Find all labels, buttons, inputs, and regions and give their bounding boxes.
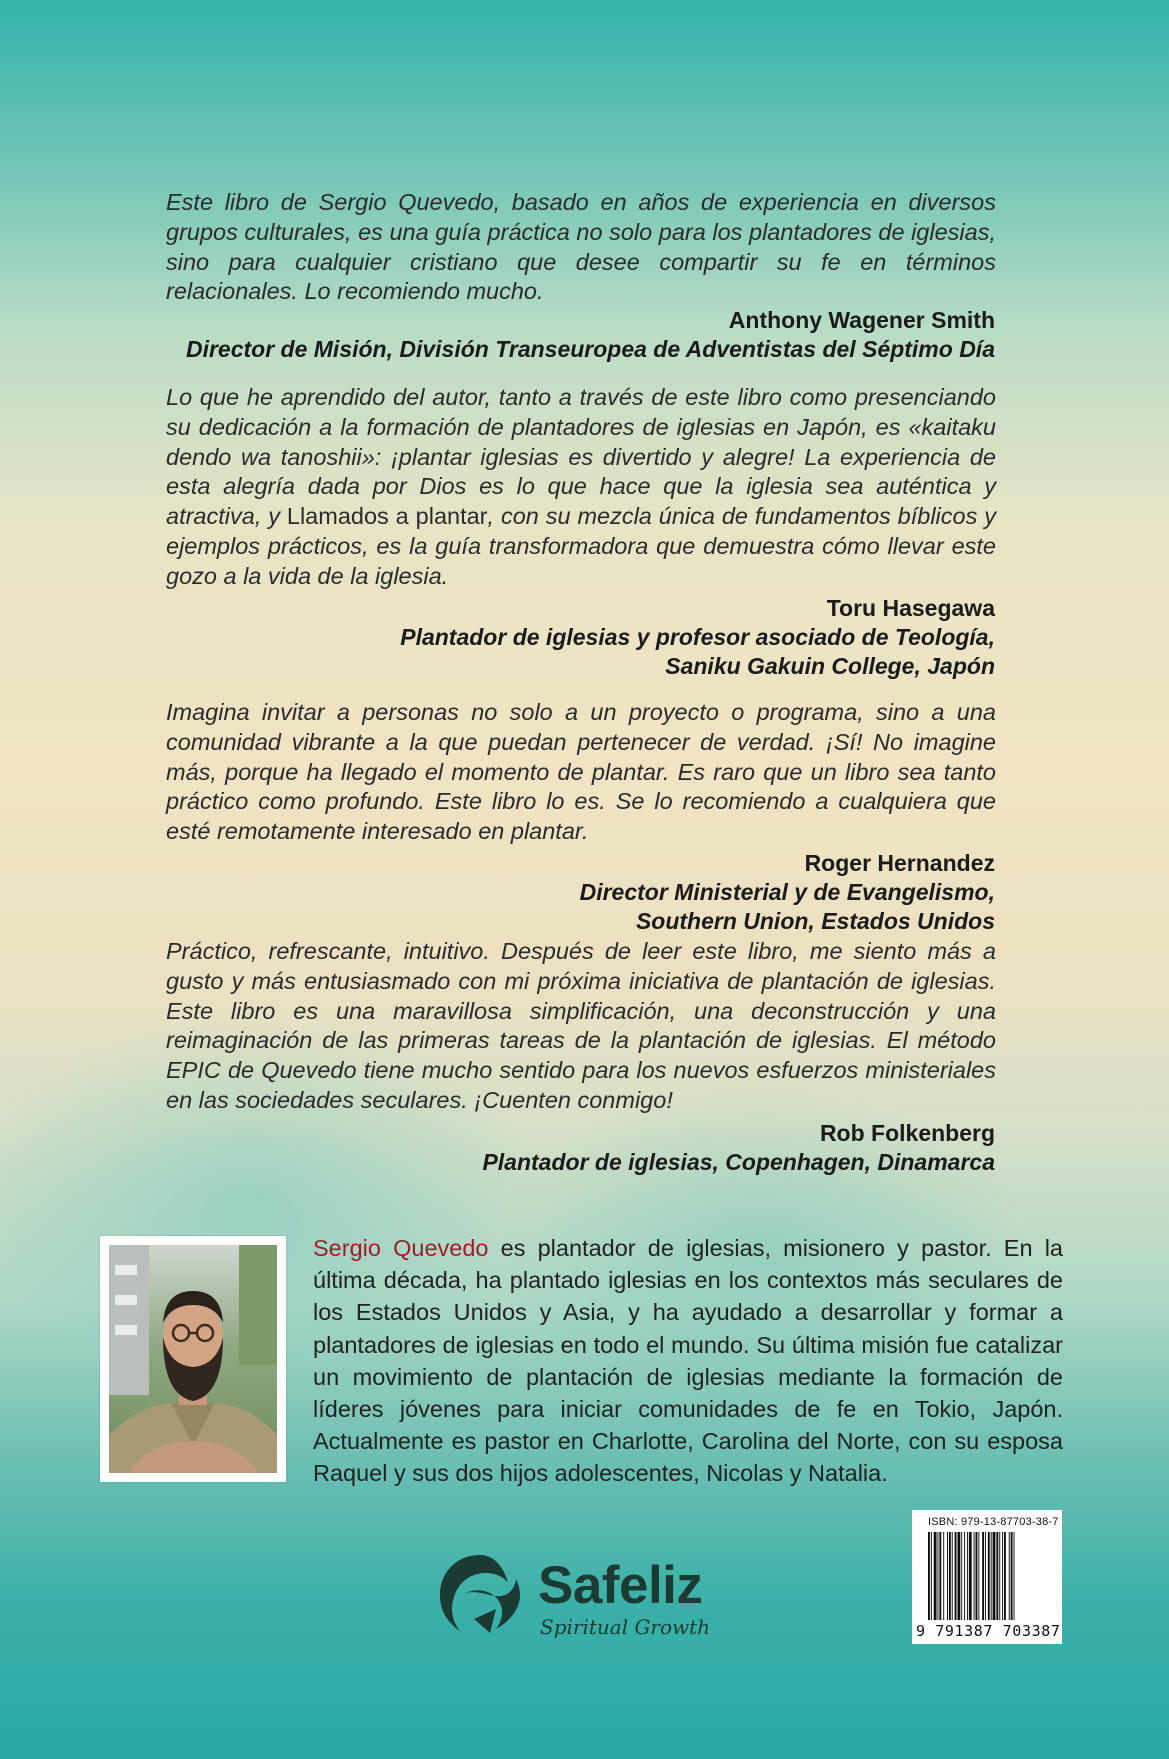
author-portrait [109,1245,277,1473]
isbn-label: ISBN: 979-13-87703-38-7 [928,1516,1059,1528]
safeliz-swirl-icon [434,1549,526,1641]
author-bio [313,1232,1063,1490]
publisher-name: Safeliz [538,1556,703,1615]
endorser-name: Anthony Wagener Smith [728,307,995,333]
author-photo [100,1236,286,1482]
book-title: Llamados a plantar [286,503,488,530]
endorsement-quote-3: Imagina invitar a personas no solo a un proyecto o programa, sino a una comunidad vibrante a la que puedan pertenecer de verdad. ¡Sí! No imagine más, porque ha llegado el momento de plantar. Es raro que un libro sea tanto práctico como profundo. Este libro lo es. Se lo recomiendo a cualquiera que esté remotamente interesado en plantar. [166,699,996,845]
endorser-role: Saniku Gakuin College, Japón [665,653,995,679]
isbn-barcode [912,1510,1062,1644]
barcode-digits: 9 791387 703387 [916,1622,1061,1640]
author-name: Sergio Quevedo [313,1235,489,1261]
endorsement-quote-1: Este libro de Sergio Quevedo, basado en años de experiencia en diversos grupos culturales, es una guía práctica no solo para los plantadores de iglesias, sino para cualquier cristiano que desee compartir su fe en términos relacionales. Lo recomiendo mucho. [166,189,996,305]
endorser-role: Plantador de iglesias, Copenhagen, Dinamarca [482,1149,995,1175]
quote-text: , con su mezcla única de fundamentos bíblicos y ejemplos prácticos, es la guía transformadora que demuestra cómo llevar este gozo a la vida de la iglesia. [166,503,996,589]
endorser-role: Director de Misión, División Transeuropea de Adventistas del Séptimo Día [185,336,995,362]
endorser-role: Southern Union, Estados Unidos [635,908,995,934]
endorser-name: Roger Hernandez [804,850,995,876]
endorser-name: Rob Folkenberg [819,1120,995,1146]
endorsement-attribution-3 [580,849,995,936]
endorser-role: Plantador de iglesias y profesor asociado de Teología, [400,624,995,650]
endorser-name: Toru Hasegawa [826,595,995,621]
endorsement-attribution-2 [400,594,995,681]
author-bio-text: es plantador de iglesias, misionero y pastor. En la última década, ha plantado iglesias en los contextos más seculares de los Estados Unidos y Asia, y ha ayudado a desarrollar y formar a plantadores de iglesias en todo el mundo. Su última misión fue catalizar un movimiento de plantación de iglesias mediante la formación de líderes jóvenes para iniciar comunidades de fe en Tokio, Japón. Actualmente es pastor en Charlotte, Carolina del Norte, con su esposa Raquel y sus dos hijos adolescentes, Nicolas y Natalia. [313,1235,1063,1487]
quote-text: Lo que he aprendido del autor, tanto a través de este libro como presenciando su dedicación a la formación de plantadores de iglesias en Japón, es «kaitaku dendo wa tanoshii»: ¡plantar iglesias es divertido y alegre! La experiencia de esta alegría dada por Dios es lo que hace que la iglesia sea auténtica y atractiva, y [166,384,996,530]
endorsement-quote-2 [166,383,996,592]
endorsement-attribution-4 [482,1119,995,1177]
endorsement-quote-4: Práctico, refrescante, intuitivo. Después de leer este libro, me siento más a gusto y más entusiasmado con mi próxima iniciativa de plantación de iglesias. Este libro es una maravillosa simplificación, una deconstrucción y una reimaginación de las primeras tareas de la plantación de iglesias. El método EPIC de Quevedo tiene mucho sentido para los nuevos esfuerzos ministeriales en las sociedades seculares. ¡Cuenten conmigo! [166,938,996,1113]
endorsement-attribution-1 [186,306,995,364]
publisher-tagline: Spiritual Growth [540,1615,711,1639]
publisher-logo [434,1547,734,1647]
endorser-role: Director Ministerial y de Evangelismo, [579,879,995,905]
barcode-bars [928,1532,1052,1620]
